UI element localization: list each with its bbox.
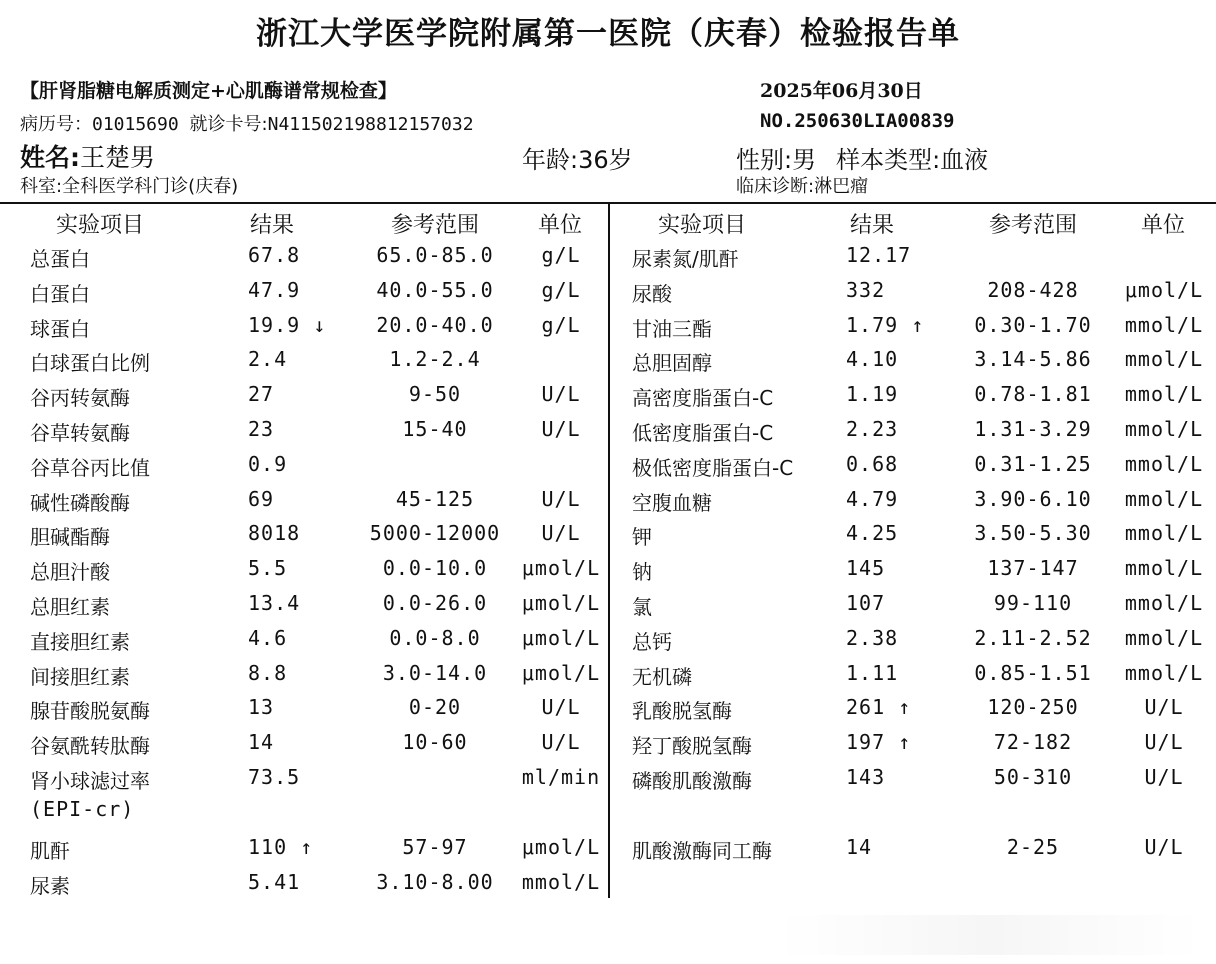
left-unit: μmol/L [521, 660, 601, 685]
left-reference-range: 0.0-26.0 [382, 591, 488, 615]
right-item-name: 钾 [632, 525, 652, 550]
right-result-value: 1.19 [846, 382, 899, 407]
left-item-name: 谷丙转氨酶 [30, 386, 130, 411]
right-result-value: 4.10 [846, 347, 899, 372]
right-reference-range: 0.30-1.70 [974, 312, 1092, 337]
right-unit: mmol/L [1124, 382, 1204, 407]
left-reference-range: 45-125 [395, 486, 475, 511]
left-unit: μmol/L [521, 625, 601, 650]
right-item-name: 乳酸脱氢酶 [632, 699, 732, 724]
right-result-value: 4.79 [846, 486, 899, 511]
right-item-name: 钠 [632, 560, 652, 585]
sex-sample-line [736, 140, 988, 175]
right-unit: μmol/L [1124, 277, 1204, 302]
right-item-name: 无机磷 [632, 664, 692, 689]
header-item-right: 实验项目 [657, 213, 746, 238]
left-unit: U/L [541, 695, 581, 720]
left-unit: U/L [541, 521, 581, 546]
right-item-name: 空腹血糖 [632, 490, 712, 515]
patient-sex: 性别:男 [736, 146, 817, 174]
left-item-name: 球蛋白 [30, 316, 90, 341]
right-result-value: 1.11 [846, 660, 899, 685]
right-reference-range: 0.31-1.25 [974, 451, 1092, 476]
left-item-name: 肌酐 [30, 839, 70, 863]
left-reference-range: 0.0-10.0 [382, 556, 488, 581]
right-result-value: 261 ↑ [846, 695, 912, 720]
patient-name-label: 姓名: [20, 143, 80, 172]
right-reference-range: 0.78-1.81 [974, 382, 1092, 407]
left-item-name: 谷氨酰转肽酶 [30, 734, 150, 759]
right-unit: U/L [1144, 695, 1184, 720]
right-reference-range: 99-110 [993, 591, 1073, 615]
sample-type: 样本类型:血液 [836, 146, 989, 174]
left-item-name: 尿素 [30, 873, 70, 898]
left-result-value: 8.8 [248, 660, 288, 685]
left-result-value: 69 [248, 486, 275, 511]
left-unit: U/L [541, 382, 581, 407]
left-unit: U/L [541, 486, 581, 511]
left-unit: ml/min [521, 765, 601, 789]
left-reference-range: 5000-12000 [369, 521, 501, 546]
right-item-name: 氯 [632, 595, 652, 619]
right-item-name: 甘油三酯 [632, 316, 712, 341]
left-result-value: 19.9 ↓ [248, 312, 327, 337]
left-result-value: 73.5 [248, 765, 301, 789]
left-reference-range: 57-97 [402, 835, 468, 859]
right-reference-range: 3.90-6.10 [974, 486, 1092, 511]
left-unit: μmol/L [521, 556, 601, 581]
right-unit: U/L [1144, 835, 1184, 859]
right-item-name: 总胆固醇 [632, 351, 712, 376]
left-reference-range: 0.0-8.0 [389, 625, 481, 650]
test-panel-name: 【肝肾脂糖电解质测定+心肌酶谱常规检查】 [20, 80, 397, 102]
header-result-right: 结果 [849, 213, 894, 238]
left-reference-range: 15-40 [402, 417, 468, 441]
left-result-value: 4.6 [248, 625, 288, 650]
right-unit: mmol/L [1124, 347, 1204, 372]
left-reference-range: 3.0-14.0 [382, 660, 488, 685]
left-item-name: 白球蛋白比例 [30, 351, 150, 376]
left-item-name-cont: (EPI-cr) [30, 797, 135, 821]
right-unit: mmol/L [1124, 521, 1204, 546]
right-result-value: 332 [846, 277, 886, 302]
left-reference-range: 20.0-40.0 [376, 312, 494, 337]
left-item-name: 直接胆红素 [30, 629, 130, 654]
left-item-name: 胆碱酯酶 [30, 525, 110, 550]
left-item-name: 腺苷酸脱氨酶 [30, 699, 150, 724]
right-result-value: 2.23 [846, 417, 899, 441]
clinical-diagnosis: 临床诊断:淋巴瘤 [736, 176, 869, 197]
left-unit: g/L [541, 312, 581, 337]
left-result-value: 5.5 [248, 556, 288, 581]
left-item-name: 白蛋白 [30, 281, 90, 306]
right-reference-range: 0.85-1.51 [974, 660, 1092, 685]
right-unit: U/L [1144, 730, 1184, 755]
right-result-value: 14 [846, 835, 873, 859]
header-result-left: 结果 [249, 213, 294, 238]
right-reference-range: 137-147 [987, 556, 1079, 581]
left-item-name: 间接胆红素 [30, 664, 130, 689]
patient-ids [20, 110, 474, 136]
left-result-value: 13 [248, 695, 275, 720]
right-reference-range: 50-310 [993, 765, 1073, 789]
card-number: N411502198812157032 [267, 114, 474, 135]
header-item-left: 实验项目 [55, 213, 144, 238]
right-item-name: 低密度脂蛋白-C [632, 421, 774, 445]
patient-name-line [20, 138, 155, 174]
left-reference-range: 65.0-85.0 [376, 243, 494, 267]
column-divider [608, 204, 610, 898]
left-item-name: 谷草转氨酶 [30, 421, 130, 445]
right-result-value: 2.38 [846, 625, 899, 650]
right-item-name: 尿素氮/肌酐 [632, 247, 739, 271]
left-reference-range: 40.0-55.0 [376, 277, 494, 302]
header-unit-left: 单位 [537, 213, 582, 238]
left-result-value: 110 ↑ [248, 835, 314, 859]
right-item-name: 磷酸肌酸激酶 [632, 769, 752, 793]
right-unit: mmol/L [1124, 625, 1204, 650]
left-item-name: 肾小球滤过率 [30, 769, 150, 793]
header-unit-right: 单位 [1140, 213, 1185, 238]
left-item-name: 总蛋白 [30, 247, 90, 271]
left-result-value: 27 [248, 382, 275, 407]
left-reference-range: 3.10-8.00 [376, 869, 494, 894]
left-result-value: 14 [248, 730, 275, 755]
right-item-name: 肌酸激酶同工酶 [632, 839, 772, 863]
right-item-name: 高密度脂蛋白-C [632, 386, 774, 411]
left-unit: g/L [541, 243, 581, 267]
right-reference-range: 208-428 [987, 277, 1079, 302]
right-item-name: 羟丁酸脱氢酶 [632, 734, 752, 759]
patient-name: 王楚男 [80, 143, 156, 172]
right-result-value: 143 [846, 765, 886, 789]
right-result-value: 197 ↑ [846, 730, 912, 755]
right-result-value: 1.79 ↑ [846, 312, 925, 337]
right-result-value: 0.68 [846, 451, 899, 476]
record-number-label: 病历号： [20, 114, 92, 135]
right-result-value: 12.17 [846, 243, 912, 267]
left-unit: μmol/L [521, 835, 601, 859]
left-result-value: 13.4 [248, 591, 301, 615]
right-item-name: 总钙 [632, 629, 672, 654]
right-unit: mmol/L [1124, 486, 1204, 511]
right-result-value: 4.25 [846, 521, 899, 546]
report-number: NO.250630LIA00839 [760, 110, 955, 132]
right-reference-range: 72-182 [993, 730, 1073, 755]
left-result-value: 67.8 [248, 243, 301, 267]
left-result-value: 47.9 [248, 277, 301, 302]
left-reference-range: 0-20 [408, 695, 462, 720]
left-result-value: 2.4 [248, 347, 288, 372]
left-unit: mmol/L [521, 869, 601, 894]
card-number-label: 就诊卡号: [189, 114, 268, 135]
header-range-right: 参考范围 [988, 213, 1077, 238]
record-number: 01015690 [92, 114, 179, 135]
right-unit: mmol/L [1124, 660, 1204, 685]
left-item-name: 总胆汁酸 [30, 560, 110, 585]
left-unit: μmol/L [521, 591, 601, 615]
scan-shadow [780, 915, 1200, 955]
left-result-value: 23 [248, 417, 275, 441]
left-unit: g/L [541, 277, 581, 302]
left-unit: U/L [541, 730, 581, 755]
patient-age: 年龄:36岁 [522, 146, 633, 174]
right-reference-range: 3.50-5.30 [974, 521, 1092, 546]
right-unit: mmol/L [1124, 312, 1204, 337]
right-reference-range: 120-250 [987, 695, 1079, 720]
right-result-value: 107 [846, 591, 886, 615]
right-unit: U/L [1144, 765, 1184, 789]
left-reference-range: 1.2-2.4 [389, 347, 481, 372]
right-unit: mmol/L [1124, 417, 1204, 441]
left-item-name: 总胆红素 [30, 595, 110, 619]
report-title: 浙江大学医学院附属第一医院（庆春）检验报告单 [256, 16, 960, 52]
right-reference-range: 3.14-5.86 [974, 347, 1092, 372]
right-item-name: 极低密度脂蛋白-C [632, 455, 794, 480]
left-reference-range: 9-50 [408, 382, 462, 407]
right-unit: mmol/L [1124, 591, 1204, 615]
right-unit: mmol/L [1124, 556, 1204, 581]
left-result-value: 5.41 [248, 869, 301, 894]
right-reference-range: 2-25 [1006, 835, 1060, 859]
right-result-value: 145 [846, 556, 886, 581]
header-range-left: 参考范围 [390, 213, 479, 238]
right-reference-range: 2.11-2.52 [974, 625, 1092, 650]
right-reference-range: 1.31-3.29 [974, 417, 1092, 441]
right-unit: mmol/L [1124, 451, 1204, 476]
right-item-name: 尿酸 [632, 281, 672, 306]
left-result-value: 0.9 [248, 451, 288, 476]
left-item-name: 碱性磷酸酶 [30, 490, 130, 515]
left-reference-range: 10-60 [402, 730, 468, 755]
left-result-value: 8018 [248, 521, 301, 546]
left-unit: U/L [541, 417, 581, 441]
report-date: 2025年06月30日 [760, 80, 923, 102]
department: 科室:全科医学科门诊(庆春) [20, 176, 239, 197]
left-item-name: 谷草谷丙比值 [30, 455, 150, 480]
